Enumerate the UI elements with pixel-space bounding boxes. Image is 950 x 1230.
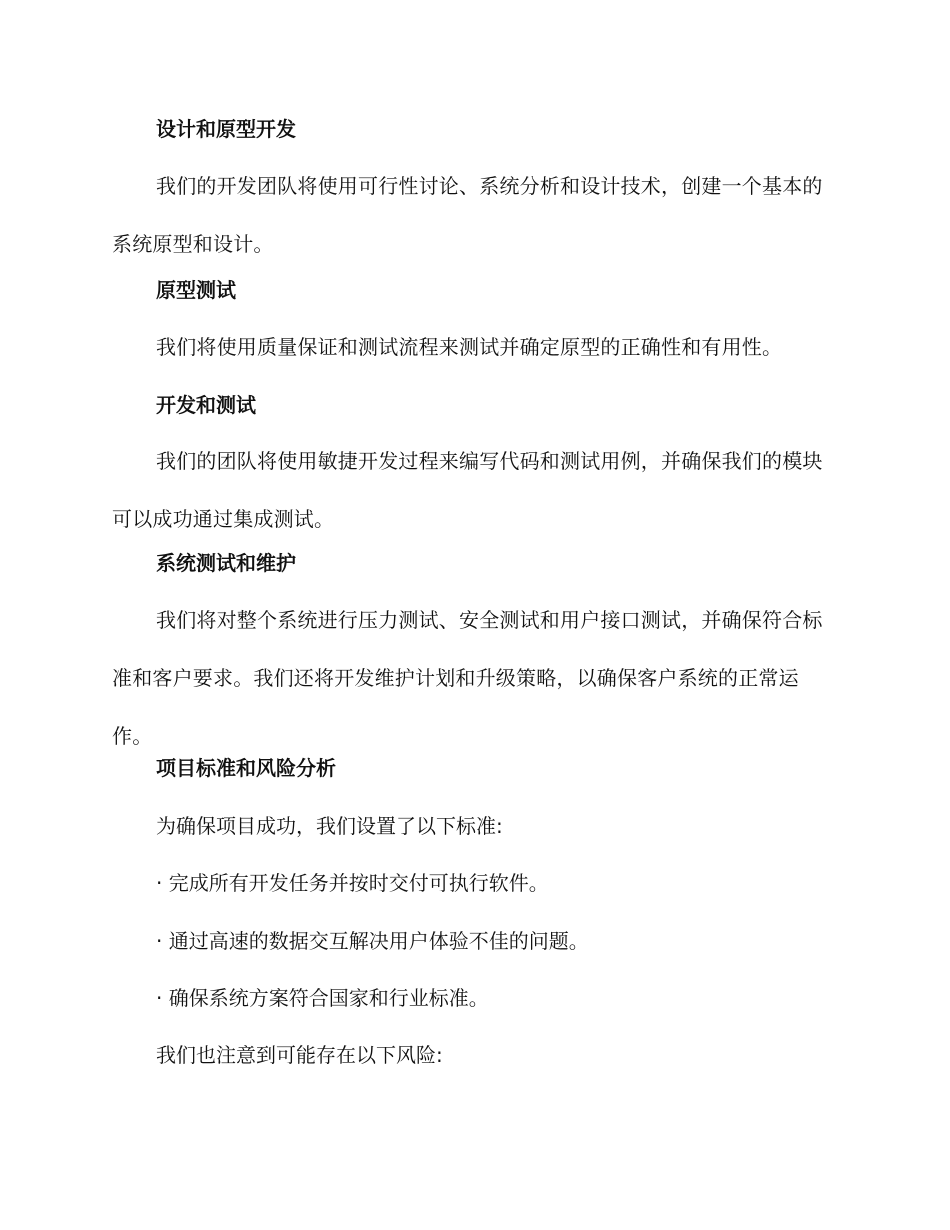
standards-item-3: · 确保系统方案符合国家和行业标准。 bbox=[156, 986, 489, 1010]
section-paragraph-prototype-testing: 我们将使用质量保证和测试流程来测试并确定原型的正确性和有用性。 bbox=[156, 335, 783, 359]
section-heading-standards-risks: 项目标准和风险分析 bbox=[156, 756, 336, 780]
section-paragraph-design: 我们的开发团队将使用可行性讨论、系统分析和设计技术，创建一个基本的系统原型和设计。 bbox=[112, 174, 823, 256]
standards-item-1: · 完成所有开发任务并按时交付可执行软件。 bbox=[156, 871, 549, 895]
section-heading-dev-testing: 开发和测试 bbox=[156, 393, 256, 417]
section-heading-system-testing: 系统测试和维护 bbox=[156, 551, 296, 575]
section-paragraph-dev-testing: 我们的团队将使用敏捷开发过程来编写代码和测试用例，并确保我们的模块可以成功通过集成测试。 bbox=[112, 449, 823, 531]
standards-item-2: · 通过高速的数据交互解决用户体验不佳的问题。 bbox=[156, 929, 589, 953]
section-heading-prototype-testing: 原型测试 bbox=[156, 278, 236, 302]
standards-intro: 为确保项目成功，我们设置了以下标准: bbox=[156, 814, 503, 838]
risks-intro: 我们也注意到可能存在以下风险: bbox=[156, 1043, 443, 1067]
section-heading-design: 设计和原型开发 bbox=[156, 117, 296, 141]
section-paragraph-system-testing: 我们将对整个系统进行压力测试、安全测试和用户接口测试，并确保符合标准和客户要求。我们还将开发维护计划和升级策略，以确保客户系统的正常运作。 bbox=[112, 608, 823, 748]
